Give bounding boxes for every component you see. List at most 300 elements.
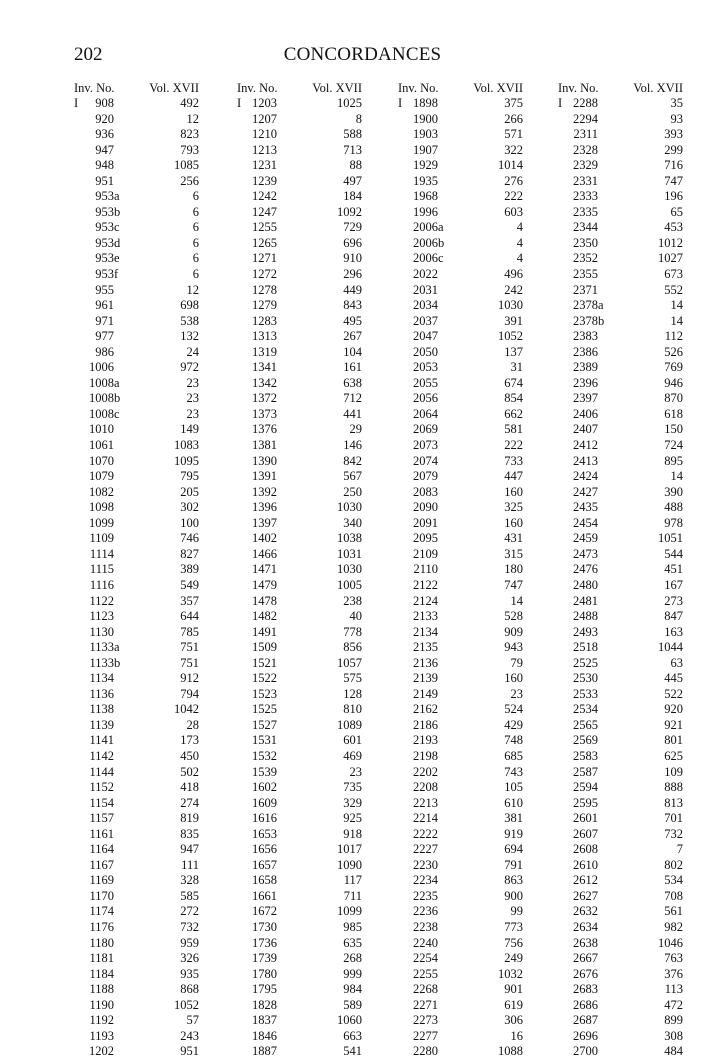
inventory-number-value: 2413 bbox=[573, 453, 598, 468]
volume-reference: 418 bbox=[180, 780, 199, 795]
table-row bbox=[398, 485, 523, 501]
table-row bbox=[74, 1013, 199, 1029]
table-row bbox=[398, 811, 523, 827]
inventory-number-value: 1207 bbox=[252, 111, 277, 126]
inventory-number-value: 1397 bbox=[252, 515, 277, 530]
inventory-number-value: 2634 bbox=[573, 919, 598, 934]
volume-reference: 694 bbox=[504, 842, 523, 857]
table-row bbox=[558, 485, 683, 501]
volume-reference: 708 bbox=[664, 888, 683, 903]
table-row bbox=[74, 765, 199, 781]
table-row bbox=[398, 796, 523, 812]
table-row bbox=[558, 796, 683, 812]
inventory-number bbox=[244, 422, 287, 438]
inventory-number-value: 1609 bbox=[252, 795, 277, 810]
inventory-number bbox=[81, 236, 124, 252]
volume-reference: 935 bbox=[180, 966, 199, 981]
volume-reference: 381 bbox=[504, 811, 523, 826]
volume-reference: 746 bbox=[180, 531, 199, 546]
volume-reference: 28 bbox=[186, 717, 199, 732]
table-row bbox=[558, 391, 683, 407]
volume-reference: 163 bbox=[664, 624, 683, 639]
table-row bbox=[74, 578, 199, 594]
table-row bbox=[237, 998, 362, 1014]
inventory-number-value: 2135 bbox=[413, 640, 438, 655]
inventory-number bbox=[565, 158, 608, 174]
volume-reference: 673 bbox=[664, 267, 683, 282]
inventory-number bbox=[81, 936, 124, 952]
table-row bbox=[237, 827, 362, 843]
inventory-number bbox=[244, 143, 287, 159]
inventory-number-value: 2687 bbox=[573, 1013, 598, 1028]
inventory-suffix: d bbox=[114, 235, 121, 250]
inventory-number-value: 1010 bbox=[89, 422, 114, 437]
table-row bbox=[558, 889, 683, 905]
inventory-number-value: 1521 bbox=[252, 655, 277, 670]
volume-reference: 662 bbox=[504, 406, 523, 421]
volume-reference: 222 bbox=[504, 189, 523, 204]
table-row bbox=[237, 500, 362, 516]
table-row bbox=[237, 951, 362, 967]
volume-reference: 899 bbox=[664, 1013, 683, 1028]
inventory-number bbox=[405, 422, 448, 438]
table-row bbox=[558, 811, 683, 827]
table-row bbox=[237, 174, 362, 190]
inventory-number-value: 2350 bbox=[573, 235, 598, 250]
inventory-number bbox=[565, 469, 608, 485]
table-row bbox=[237, 345, 362, 361]
inventory-number-value: 2667 bbox=[573, 951, 598, 966]
table-row bbox=[237, 438, 362, 454]
vol-header: Vol. XVII bbox=[312, 81, 362, 95]
inventory-number bbox=[405, 283, 448, 299]
inventory-number-value: 1115 bbox=[89, 562, 114, 577]
inventory-number-value: 2424 bbox=[573, 469, 598, 484]
volume-reference: 793 bbox=[180, 142, 199, 157]
volume-reference: 376 bbox=[664, 966, 683, 981]
inventory-number-value: 2294 bbox=[573, 111, 598, 126]
volume-reference: 735 bbox=[343, 780, 362, 795]
volume-reference: 308 bbox=[664, 1028, 683, 1043]
table-row bbox=[237, 718, 362, 734]
table-row bbox=[74, 889, 199, 905]
inv-no-header: Inv. No. bbox=[398, 81, 439, 95]
table-row bbox=[237, 842, 362, 858]
volume-reference: 23 bbox=[186, 406, 199, 421]
inventory-number-value: 1180 bbox=[89, 935, 114, 950]
volume-reference: 100 bbox=[180, 515, 199, 530]
volume-reference: 1089 bbox=[337, 717, 362, 732]
table-row bbox=[398, 283, 523, 299]
inventory-number-value: 1098 bbox=[89, 500, 114, 515]
inventory-number-value: 2110 bbox=[413, 562, 438, 577]
volume-reference: 6 bbox=[192, 204, 199, 219]
inventory-number-value: 1539 bbox=[252, 764, 277, 779]
table-row bbox=[398, 718, 523, 734]
table-row bbox=[74, 842, 199, 858]
inventory-number bbox=[565, 796, 608, 812]
table-row bbox=[74, 594, 199, 610]
inventory-number-value: 2355 bbox=[573, 267, 598, 282]
table-row bbox=[74, 174, 199, 190]
volume-reference: 1095 bbox=[174, 453, 199, 468]
inventory-number bbox=[565, 562, 608, 578]
table-row bbox=[398, 236, 523, 252]
inventory-number-value: 1006 bbox=[89, 360, 114, 375]
table-row bbox=[74, 749, 199, 765]
table-row bbox=[398, 671, 523, 687]
inventory-number-value: 1192 bbox=[89, 1013, 114, 1028]
inventory-number bbox=[405, 656, 448, 672]
inventory-number bbox=[81, 594, 124, 610]
volume-reference: 732 bbox=[664, 826, 683, 841]
volume-reference: 249 bbox=[504, 951, 523, 966]
inventory-number bbox=[81, 422, 124, 438]
volume-reference: 1090 bbox=[337, 857, 362, 872]
volume-reference: 863 bbox=[504, 873, 523, 888]
inventory-number-value: 1122 bbox=[89, 593, 114, 608]
inventory-number bbox=[565, 951, 608, 967]
inventory-number bbox=[565, 112, 608, 128]
table-row bbox=[398, 143, 523, 159]
volume-reference: 453 bbox=[664, 220, 683, 235]
inventory-number bbox=[405, 314, 448, 330]
inventory-number bbox=[244, 625, 287, 641]
table-row bbox=[237, 283, 362, 299]
volume-reference: 895 bbox=[664, 453, 683, 468]
inventory-number-value: 2254 bbox=[413, 951, 438, 966]
table-row bbox=[74, 982, 199, 998]
inventory-number-value: 2124 bbox=[413, 593, 438, 608]
inventory-number bbox=[81, 220, 124, 236]
inventory-number-value: 1466 bbox=[252, 546, 277, 561]
inventory-number-value: 1271 bbox=[252, 251, 277, 266]
inventory-number bbox=[244, 516, 287, 532]
table-row bbox=[398, 594, 523, 610]
volume-reference: 748 bbox=[504, 733, 523, 748]
table-row bbox=[398, 112, 523, 128]
table-row bbox=[558, 625, 683, 641]
table-row bbox=[74, 656, 199, 672]
volume-reference: 1083 bbox=[174, 438, 199, 453]
inventory-number bbox=[565, 749, 608, 765]
table-row bbox=[558, 376, 683, 392]
inventory-number-value: 1846 bbox=[252, 1028, 277, 1043]
inventory-number-value: 1279 bbox=[252, 298, 277, 313]
volume-reference: 302 bbox=[180, 500, 199, 515]
inventory-number-value: 1181 bbox=[89, 951, 114, 966]
table-row bbox=[237, 267, 362, 283]
table-row bbox=[237, 936, 362, 952]
inventory-number bbox=[244, 1044, 287, 1060]
volume-reference: 712 bbox=[343, 391, 362, 406]
volume-reference: 117 bbox=[343, 873, 362, 888]
inventory-number-value: 2480 bbox=[573, 577, 598, 592]
table-row bbox=[398, 765, 523, 781]
inventory-number-value: 1239 bbox=[252, 173, 277, 188]
inventory-number bbox=[405, 998, 448, 1014]
volume-reference: 1017 bbox=[337, 842, 362, 857]
inventory-number bbox=[565, 127, 608, 143]
inventory-number bbox=[565, 656, 608, 672]
inventory-number-value: 2208 bbox=[413, 780, 438, 795]
volume-reference: 1060 bbox=[337, 1013, 362, 1028]
inventory-number-value: 2234 bbox=[413, 873, 438, 888]
table-row bbox=[74, 796, 199, 812]
inventory-number-value: 2587 bbox=[573, 764, 598, 779]
inventory-number bbox=[565, 671, 608, 687]
inventory-number-value: 1730 bbox=[252, 919, 277, 934]
volume-reference: 601 bbox=[343, 733, 362, 748]
table-row bbox=[558, 873, 683, 889]
inventory-number-value: 1154 bbox=[89, 795, 114, 810]
inventory-number bbox=[244, 96, 287, 112]
volume-reference: 266 bbox=[504, 111, 523, 126]
inventory-number bbox=[405, 345, 448, 361]
inventory-number bbox=[405, 143, 448, 159]
table-row bbox=[74, 469, 199, 485]
table-row bbox=[74, 858, 199, 874]
inventory-number bbox=[81, 733, 124, 749]
inventory-number bbox=[81, 112, 124, 128]
inventory-number bbox=[244, 858, 287, 874]
table-row bbox=[558, 422, 683, 438]
volume-reference: 29 bbox=[349, 422, 362, 437]
volume-reference: 773 bbox=[504, 919, 523, 934]
table-row bbox=[237, 376, 362, 392]
table-row bbox=[398, 625, 523, 641]
volume-reference: 329 bbox=[343, 795, 362, 810]
volume-reference: 4 bbox=[516, 220, 523, 235]
volume-reference: 713 bbox=[343, 142, 362, 157]
inventory-number bbox=[405, 376, 448, 392]
inventory-number-value: 2255 bbox=[413, 966, 438, 981]
table-row bbox=[74, 718, 199, 734]
inventory-number bbox=[565, 702, 608, 718]
volume-reference: 819 bbox=[180, 811, 199, 826]
inventory-number bbox=[565, 811, 608, 827]
volume-reference: 625 bbox=[664, 748, 683, 763]
table-row bbox=[558, 827, 683, 843]
volume-reference: 943 bbox=[504, 640, 523, 655]
table-row bbox=[398, 516, 523, 532]
inventory-number-value: 1391 bbox=[252, 469, 277, 484]
inventory-number bbox=[565, 314, 608, 330]
volume-reference: 496 bbox=[504, 267, 523, 282]
inventory-number-value: 2534 bbox=[573, 702, 598, 717]
table-row bbox=[237, 314, 362, 330]
volume-reference: 589 bbox=[343, 997, 362, 1012]
inventory-number-value: 1133 bbox=[89, 640, 114, 655]
inventory-suffix: c bbox=[114, 220, 120, 235]
table-row bbox=[558, 951, 683, 967]
volume-reference: 16 bbox=[510, 1028, 523, 1043]
inventory-number bbox=[244, 594, 287, 610]
inventory-number-value: 2378 bbox=[573, 313, 598, 328]
inventory-number bbox=[405, 329, 448, 345]
volume-reference: 1032 bbox=[498, 966, 523, 981]
table-row bbox=[558, 345, 683, 361]
volume-reference: 441 bbox=[343, 406, 362, 421]
inventory-number bbox=[81, 1013, 124, 1029]
inventory-number-value: 1213 bbox=[252, 142, 277, 157]
inventory-number bbox=[244, 904, 287, 920]
inventory-number-value: 2022 bbox=[413, 267, 438, 282]
volume-reference: 946 bbox=[664, 375, 683, 390]
volume-reference: 619 bbox=[504, 997, 523, 1012]
inventory-number-value: 2280 bbox=[413, 1044, 438, 1059]
inventory-number bbox=[244, 158, 287, 174]
inventory-number bbox=[565, 438, 608, 454]
volume-reference: 835 bbox=[180, 826, 199, 841]
inventory-number-value: 1381 bbox=[252, 438, 277, 453]
inventory-number-value: 955 bbox=[95, 282, 114, 297]
table-row bbox=[74, 283, 199, 299]
volume-reference: 57 bbox=[186, 1013, 199, 1028]
volume-reference: 276 bbox=[504, 173, 523, 188]
inventory-number-value: 953 bbox=[95, 204, 114, 219]
volume-reference: 24 bbox=[186, 344, 199, 359]
table-row bbox=[74, 267, 199, 283]
inventory-number bbox=[244, 485, 287, 501]
volume-reference: 502 bbox=[180, 764, 199, 779]
inventory-number bbox=[405, 96, 448, 112]
table-row bbox=[237, 858, 362, 874]
inventory-number-value: 971 bbox=[95, 313, 114, 328]
inventory-number-value: 1373 bbox=[252, 406, 277, 421]
inventory-number bbox=[565, 329, 608, 345]
table-row bbox=[558, 251, 683, 267]
inventory-number-value: 1008 bbox=[89, 406, 114, 421]
volume-reference: 909 bbox=[504, 624, 523, 639]
table-row bbox=[74, 733, 199, 749]
inventory-number-value: 1887 bbox=[252, 1044, 277, 1059]
table-row bbox=[398, 391, 523, 407]
table-row bbox=[237, 469, 362, 485]
inventory-number-value: 1134 bbox=[89, 671, 114, 686]
table-row bbox=[558, 189, 683, 205]
inv-no-header: Inv. No. bbox=[558, 81, 599, 95]
volume-reference: 1030 bbox=[337, 562, 362, 577]
inventory-number-value: 1968 bbox=[413, 189, 438, 204]
inventory-number bbox=[244, 640, 287, 656]
inventory-number bbox=[565, 220, 608, 236]
inventory-number-value: 2427 bbox=[573, 484, 598, 499]
inventory-number-value: 908 bbox=[95, 96, 114, 110]
inventory-number bbox=[565, 920, 608, 936]
volume-reference: 445 bbox=[664, 671, 683, 686]
inventory-number bbox=[405, 873, 448, 889]
inventory-number bbox=[81, 391, 124, 407]
inventory-number bbox=[81, 811, 124, 827]
volume-reference: 698 bbox=[180, 298, 199, 313]
inventory-number-value: 1376 bbox=[252, 422, 277, 437]
inventory-number-value: 948 bbox=[95, 158, 114, 173]
concordance-column-4 bbox=[558, 80, 683, 1060]
volume-reference: 488 bbox=[664, 500, 683, 515]
inventory-number-value: 1471 bbox=[252, 562, 277, 577]
inventory-number-value: 1255 bbox=[252, 220, 277, 235]
volume-reference: 544 bbox=[664, 546, 683, 561]
inventory-suffix: a bbox=[114, 375, 120, 390]
inventory-number-value: 1164 bbox=[89, 842, 114, 857]
inventory-number-value: 1392 bbox=[252, 484, 277, 499]
inventory-number-value: 951 bbox=[95, 173, 114, 188]
volume-reference: 603 bbox=[504, 204, 523, 219]
inventory-number-value: 986 bbox=[95, 344, 114, 359]
column-header bbox=[237, 80, 362, 96]
table-row bbox=[558, 298, 683, 314]
inventory-number bbox=[405, 687, 448, 703]
inventory-number-value: 2273 bbox=[413, 1013, 438, 1028]
table-row bbox=[558, 749, 683, 765]
inventory-number-value: 2493 bbox=[573, 624, 598, 639]
inventory-number-value: 1174 bbox=[89, 904, 114, 919]
inventory-number-value: 1130 bbox=[89, 624, 114, 639]
inventory-number bbox=[565, 609, 608, 625]
inventory-number bbox=[244, 174, 287, 190]
volume-reference: 920 bbox=[664, 702, 683, 717]
inventory-number-value: 2064 bbox=[413, 406, 438, 421]
table-row bbox=[237, 329, 362, 345]
inventory-number bbox=[405, 1013, 448, 1029]
volume-reference: 137 bbox=[504, 344, 523, 359]
inventory-number bbox=[565, 967, 608, 983]
inventory-number bbox=[244, 702, 287, 718]
inventory-number bbox=[81, 329, 124, 345]
table-row bbox=[74, 936, 199, 952]
inventory-number bbox=[405, 547, 448, 563]
inventory-number-value: 2079 bbox=[413, 469, 438, 484]
table-row bbox=[558, 765, 683, 781]
inventory-number bbox=[81, 267, 124, 283]
volume-reference: 451 bbox=[664, 562, 683, 577]
volume-reference: 1030 bbox=[337, 500, 362, 515]
table-row bbox=[237, 889, 362, 905]
inventory-number-value: 1123 bbox=[89, 609, 114, 624]
table-row bbox=[74, 1044, 199, 1060]
inventory-number-value: 2134 bbox=[413, 624, 438, 639]
column-header bbox=[558, 80, 683, 96]
table-row bbox=[558, 671, 683, 687]
volume-reference: 696 bbox=[343, 235, 362, 250]
table-row bbox=[74, 920, 199, 936]
inventory-number-value: 1616 bbox=[252, 811, 277, 826]
inventory-number-value: 2406 bbox=[573, 406, 598, 421]
inventory-number bbox=[405, 407, 448, 423]
volume-reference: 6 bbox=[192, 189, 199, 204]
inventory-number bbox=[244, 842, 287, 858]
inventory-number-value: 2407 bbox=[573, 422, 598, 437]
table-row bbox=[237, 1013, 362, 1029]
table-row bbox=[74, 811, 199, 827]
table-row bbox=[74, 547, 199, 563]
inventory-number-value: 1136 bbox=[89, 686, 114, 701]
volume-reference: 534 bbox=[664, 873, 683, 888]
table-row bbox=[398, 982, 523, 998]
inventory-suffix: a bbox=[438, 220, 444, 235]
table-row bbox=[237, 671, 362, 687]
inventory-number-value: 1283 bbox=[252, 313, 277, 328]
volume-reference: 431 bbox=[504, 531, 523, 546]
volume-reference: 644 bbox=[180, 609, 199, 624]
inventory-number bbox=[244, 889, 287, 905]
table-row bbox=[398, 920, 523, 936]
table-row bbox=[558, 438, 683, 454]
inventory-number bbox=[81, 687, 124, 703]
table-row bbox=[237, 702, 362, 718]
inventory-number-value: 2006 bbox=[413, 235, 438, 250]
